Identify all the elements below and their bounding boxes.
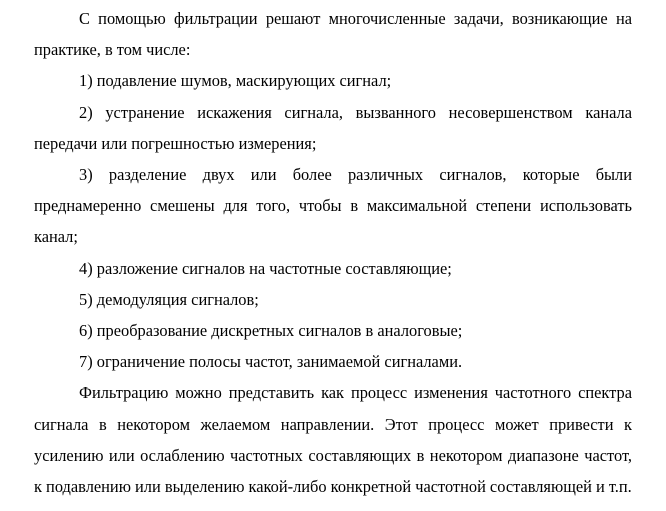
list-item-4: 4) разложение сигналов на частотные составляющие; xyxy=(79,258,452,278)
list-item-2: 2) устранение искажения сигнала, вызванного несовершенством канала передачи или погрешностью измерения; xyxy=(34,102,632,153)
list-item-6: 6) преобразование дискретных сигналов в аналоговые; xyxy=(79,321,463,341)
conclusion-paragraph: Фильтрацию можно представить как процесс изменения частотного спектра сигнала в некотором желаемом направлении. Этот процесс может привести к усилению или ослаблению частотных составляющих в некотором диапазоне частот, к подавлению или выделению какой-либо конкретной частотной составляющей и т.п. xyxy=(34,383,632,497)
list-item-3: 3) разделение двух или более различных сигналов, которые были преднамеренно смешены для того, чтобы в максимальной степени использовать канал; xyxy=(34,165,632,247)
intro-paragraph: С помощью фильтрации решают многочисленные задачи, возникающие на практике, в том числе: xyxy=(34,9,632,60)
list-item-5: 5) демодуляция сигналов; xyxy=(79,289,259,309)
list-item-1: 1) подавление шумов, маскирующих сигнал; xyxy=(79,71,392,91)
list-item-7: 7) ограничение полосы частот, занимаемой сигналами. xyxy=(79,352,463,372)
